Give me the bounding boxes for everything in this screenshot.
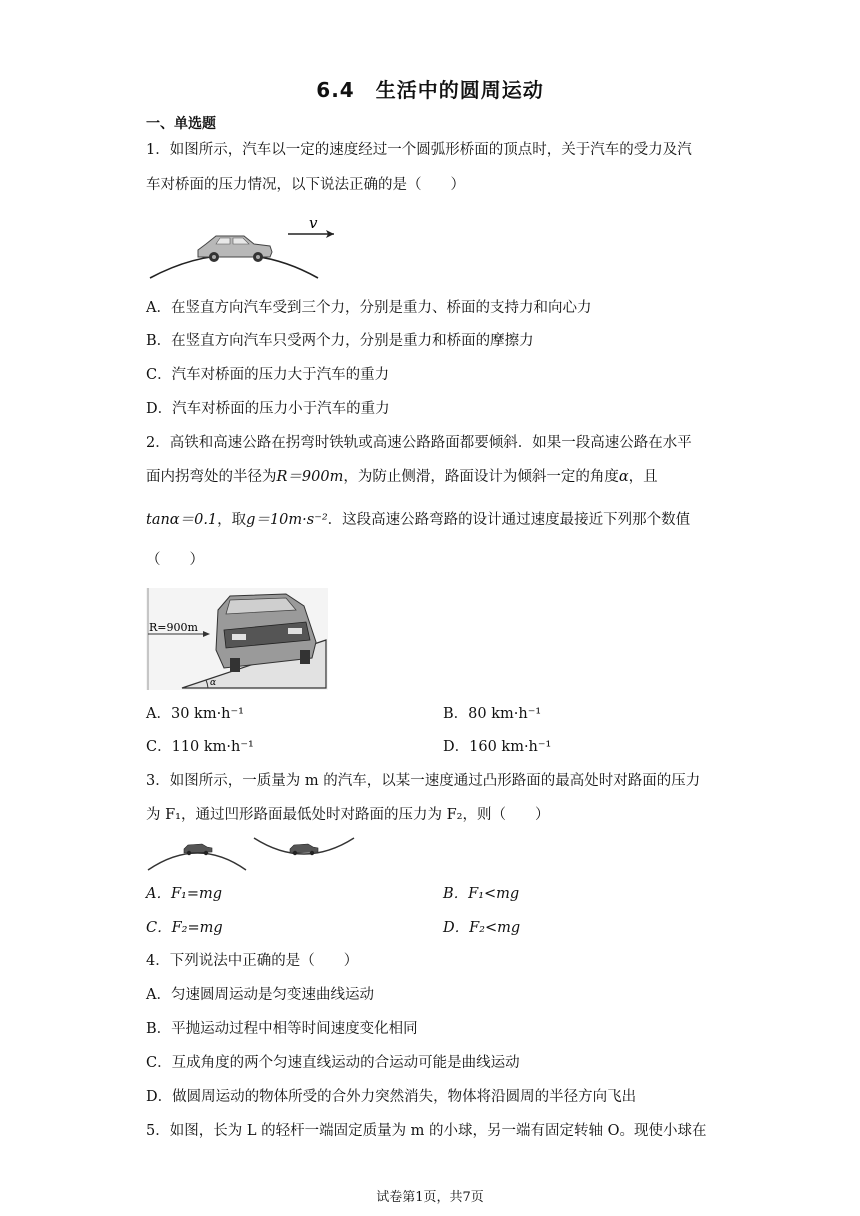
q2-banked-road-figure xyxy=(146,588,328,690)
section-heading: 一、单选题 xyxy=(146,116,216,132)
q3-stem-line2: 为 F₁，通过凹形路面最低处时对路面的压力为 F₂，则（ ） xyxy=(146,807,550,823)
q1-option-a: A．在竖直方向汽车受到三个力，分别是重力、桥面的支持力和向心力 xyxy=(146,300,592,316)
q2-stem-line1: 2．高铁和高速公路在拐弯时铁轨或高速公路路面都要倾斜．如果一段高速公路在水平 xyxy=(146,435,692,451)
q4-option-a: A．匀速圆周运动是匀变速曲线运动 xyxy=(146,987,374,1003)
q2-stem-line2: 面内拐弯处的半径为R＝900m，为防止侧滑，路面设计为倾斜一定的角度α，且 xyxy=(146,469,658,485)
q4-option-d: D．做圆周运动的物体所受的合外力突然消失，物体将沿圆周的半径方向飞出 xyxy=(146,1089,637,1105)
q1-option-b: B．在竖直方向汽车只受两个力，分别是重力和桥面的摩擦力 xyxy=(146,333,534,349)
velocity-label: v xyxy=(309,214,318,232)
q3-option-b: B．F₁<mg xyxy=(443,886,520,902)
q2-option-c: C．110 km·h⁻¹ xyxy=(146,739,254,755)
q3-option-c: C．F₂=mg xyxy=(146,920,223,936)
q4-option-b: B．平抛运动过程中相等时间速度变化相同 xyxy=(146,1021,418,1037)
q1-stem-line1: 1．如图所示，汽车以一定的速度经过一个圆弧形桥面的顶点时，关于汽车的受力及汽 xyxy=(146,142,692,158)
q3-road-figure xyxy=(146,832,358,874)
q1-bridge-figure xyxy=(146,210,346,282)
q3-option-a: A．F₁=mg xyxy=(146,886,223,902)
q4-stem: 4．下列说法中正确的是（ ） xyxy=(146,953,359,969)
page-title: 6.4 生活中的圆周运动 xyxy=(316,78,544,102)
q5-stem-line1: 5．如图，长为 L 的轻杆一端固定质量为 m 的小球，另一端有固定转轴 O。现使小球在 xyxy=(146,1123,707,1139)
page-footer: 试卷第1页，共7页 xyxy=(376,1190,484,1205)
q3-stem-line1: 3．如图所示，一质量为 m 的汽车，以某一速度通过凸形路面的最高处时对路面的压力 xyxy=(146,773,701,789)
angle-label: α xyxy=(210,678,217,688)
q4-option-c: C．互成角度的两个匀速直线运动的合运动可能是曲线运动 xyxy=(146,1055,520,1071)
q2-option-a: A．30 km·h⁻¹ xyxy=(146,706,244,722)
bridge-arc xyxy=(150,255,318,278)
convex-road xyxy=(148,853,246,870)
q2-option-b: B．80 km·h⁻¹ xyxy=(443,706,542,722)
q2-stem-line4: （ ） xyxy=(146,552,204,568)
q1-option-c: C．汽车对桥面的压力大于汽车的重力 xyxy=(146,367,390,383)
q2-option-d: D．160 km·h⁻¹ xyxy=(443,739,552,755)
q2-stem-line3: tanα＝0.1，取g＝10m·s⁻²．这段高速公路弯路的设计通过速度最接近下列那个数值 xyxy=(146,512,691,528)
q3-option-d: D．F₂<mg xyxy=(443,920,521,936)
radius-label: R=900m xyxy=(149,621,198,634)
q1-option-d: D．汽车对桥面的压力小于汽车的重力 xyxy=(146,401,390,417)
q1-stem-line2: 车对桥面的压力情况，以下说法正确的是（ ） xyxy=(146,177,465,193)
car-front-image xyxy=(216,594,316,672)
car-image xyxy=(198,236,272,262)
